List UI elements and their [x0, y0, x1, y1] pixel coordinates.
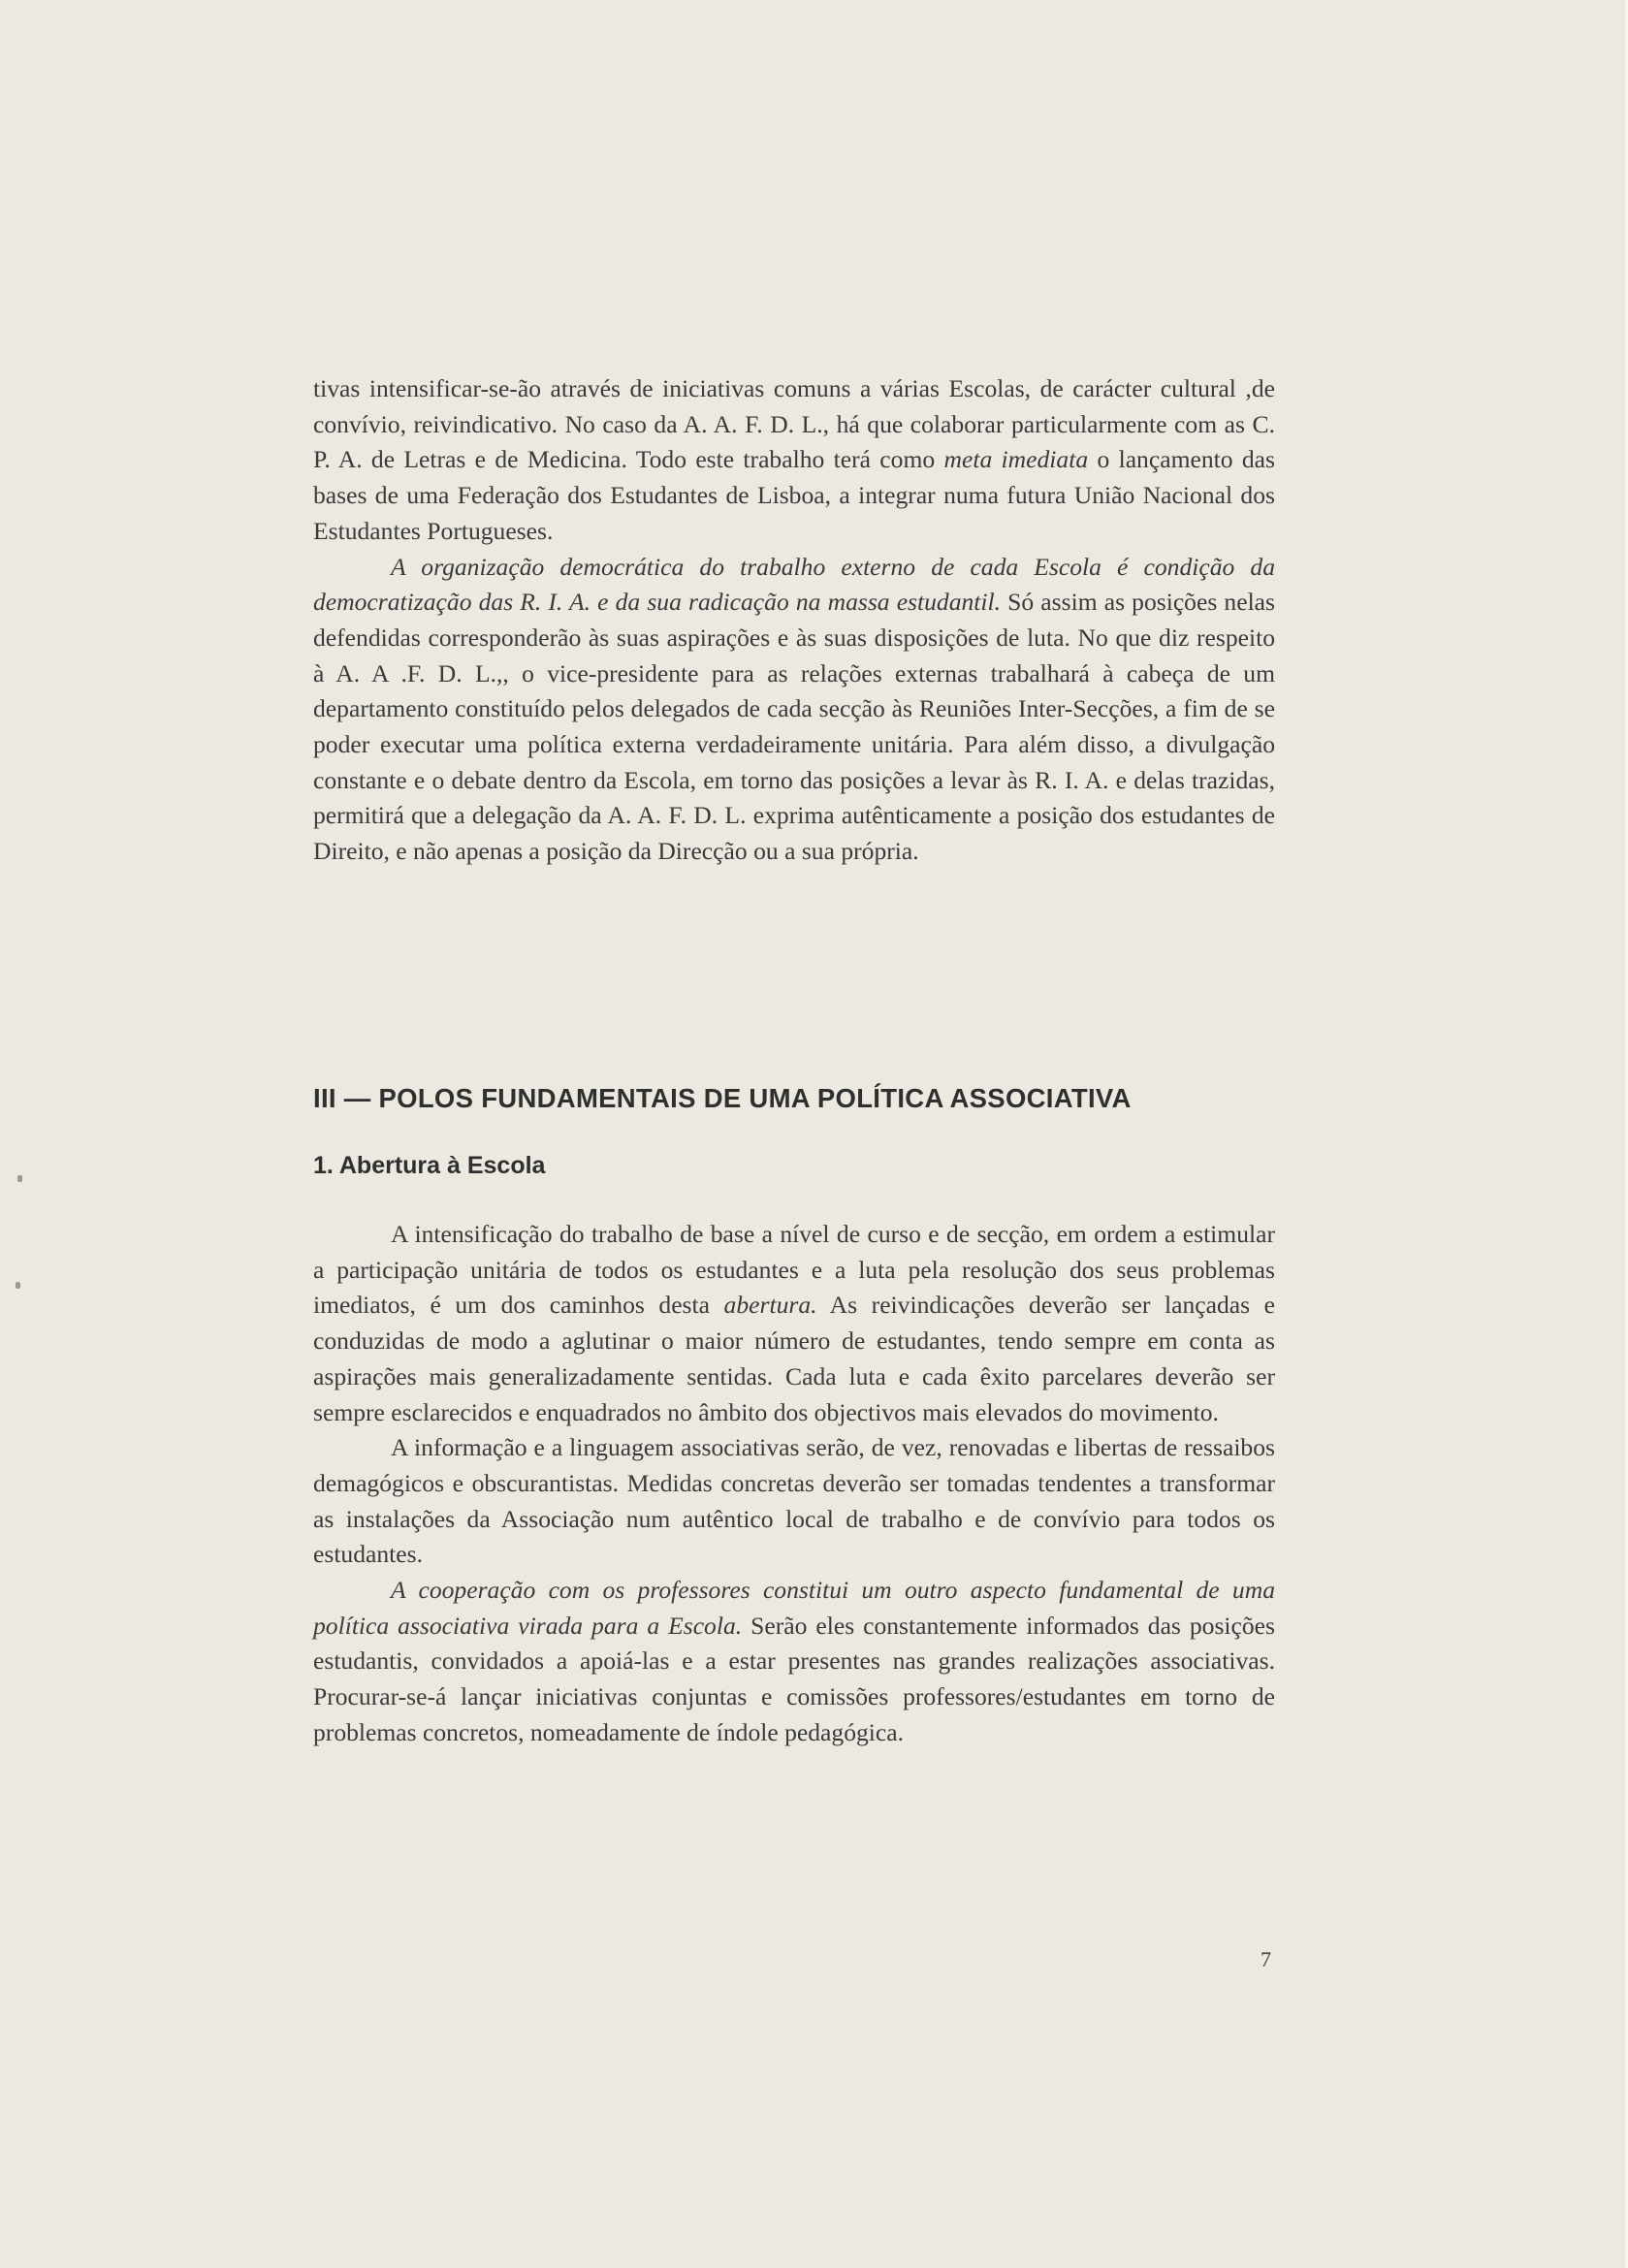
paragraph [313, 550, 1275, 870]
paragraph [313, 1430, 1275, 1573]
text-run: Serão eles constantemente informados das posições estudantis, convidados a apoiá-las e a estar presentes nas grandes realizações associativas. Procurar-se-á lançar iniciativas conjuntas e comissões professores/estudantes em torno de problemas concretos, nomeadamente de índole pedagógica. [313, 1611, 1275, 1746]
text-run: Só assim as posições nelas defendidas corresponderão às suas aspirações e às suas disposições de luta. No que diz respeito à A. A .F. D. L.,, o vice-presidente para as relações externas trabalhará à cabeça de um departamento constituído pelos delegados de cada secção às Reuniões Inter-Secções, a fim de se poder executar uma política externa verdadeiramente unitária. Para além disso, a divulgação constante e o debate dentro da Escola, em torno das posições a levar às R. I. A. e delas trazidas, permitirá que a delegação da A. A. F. D. L. exprima autênticamente a posição dos estudantes de Direito, e não apenas a posição da Direcção ou a sua própria. [313, 588, 1275, 866]
paragraph [313, 1217, 1275, 1430]
italic-text: A organização democrática do trabalho externo de cada Escola é condição da democratização das R. I. A. e da sua radicação na massa estudantil. [313, 552, 1275, 617]
margin-mark [16, 1282, 20, 1289]
section-heading: III — POLOS FUNDAMENTAIS DE UMA POLÍTICA ASSOCIATIVA [313, 1083, 1132, 1113]
text-run: As reivindicações deverão ser lançadas e conduzidas de modo a aglutinar o maior número de estudantes, tendo sempre em conta as aspirações mais generalizadamente sentidas. Cada luta e cada êxito parcelares deverão ser sempre esclarecidos e enquadrados no âmbito dos objectivos mais elevados do movimento. [313, 1291, 1275, 1426]
text-run: o lançamento das bases de uma Federação dos Estudantes de Lisboa, a integrar numa futura União Nacional dos Estudantes Portugueses. [313, 445, 1275, 545]
page-number: 7 [1261, 1947, 1271, 1971]
body-text-bottom [313, 1217, 1275, 1751]
paragraph [313, 1573, 1275, 1751]
body-text-top [313, 371, 1275, 870]
italic-text: abertura. [723, 1291, 817, 1320]
text-run: A informação e a linguagem associativas serão, de vez, renovadas e libertas de ressaibos demagógicos e obscurantistas. Medidas concretas deverão ser tomadas tendentes a transformar as instalações da Associação num autêntico local de trabalho e de convívio para todos os estudantes. [313, 1433, 1275, 1569]
italic-text: meta imediata [943, 445, 1089, 474]
text-run: tivas intensificar-se-ão através de iniciativas comuns a várias Escolas, de carácter cultural ,de convívio, reivindicativo. No caso da A. A. F. D. L., há que colaborar particularmente com as C. P. A. de Letras e de Medicina. Todo este trabalho terá como [313, 374, 1275, 474]
margin-mark [17, 1175, 22, 1182]
italic-text: A cooperação com os professores constitui um outro aspecto fundamental de uma política associativa virada para a Escola. [313, 1576, 1275, 1640]
text-run: A intensificação do trabalho de base a nível de curso e de secção, em ordem a estimular a participação unitária de todos os estudantes e a luta pela resolução dos seus problemas imediatos, é um dos caminhos desta [313, 1220, 1275, 1320]
paragraph [313, 371, 1275, 550]
subsection-heading: 1. Abertura à Escola [313, 1152, 546, 1179]
